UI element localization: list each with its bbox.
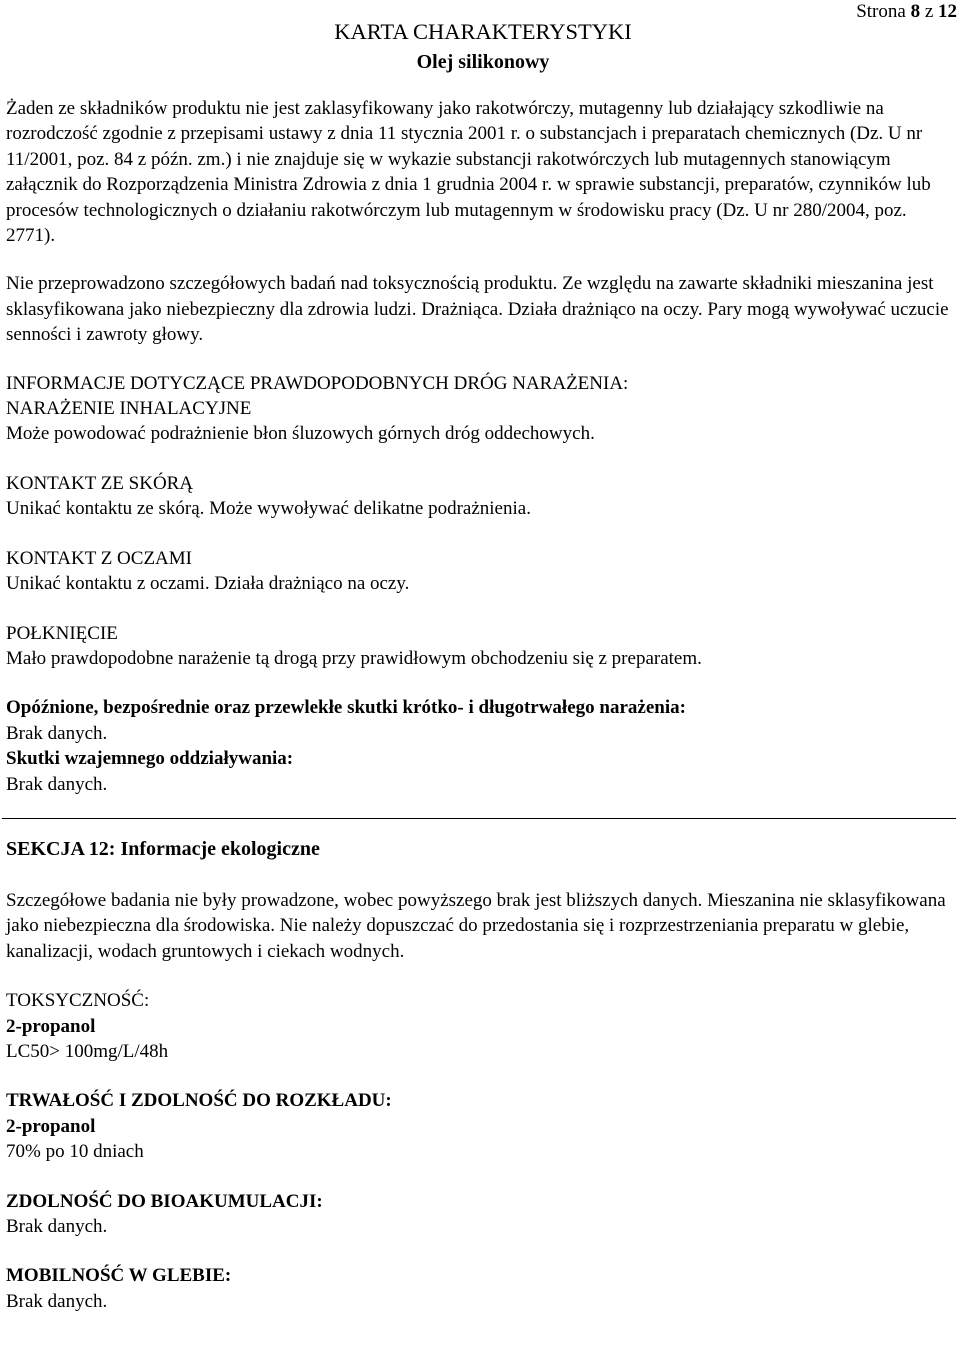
ingestion-text: Mało prawdopodobne narażenie tą drogą przy prawidłowym obchodzeniu się z preparatem. — [6, 647, 702, 669]
interaction-effects-heading: Skutki wzajemnego oddziaływania: — [6, 748, 294, 770]
eye-contact-heading: KONTAKT Z OCZAMI — [6, 547, 193, 569]
section-divider — [2, 818, 956, 819]
page-current: 8 — [910, 1, 921, 22]
bioaccumulation-heading: ZDOLNOŚĆ DO BIOAKUMULACJI: — [6, 1190, 323, 1212]
page-total: 12 — [938, 1, 957, 22]
interaction-effects-text: Brak danych. — [6, 773, 108, 795]
ecology-intro: Szczegółowe badania nie były prowadzone, wobec powyższego brak jest bliższych danych. Mieszanina nie sklasyfikowana jako niebezpieczna dla środowiska. Nie należy dopuszczać do przedostania się i rozprzestrzeniania preparatu w glebie, kanalizacji, wodach gruntowych i ciekach wodnych. — [6, 889, 946, 962]
degradability-heading: TRWAŁOŚĆ I ZDOLNOŚĆ DO ROZKŁADU: — [6, 1090, 392, 1112]
bioaccumulation-text: Brak danych. — [6, 1216, 108, 1237]
document-title: KARTA CHARAKTERYSTYKI — [334, 19, 632, 44]
delayed-effects-text: Brak danych. — [6, 722, 108, 744]
skin-contact-text: Unikać kontaktu ze skórą. Może wywoływać delikatne podrażnienia. — [6, 498, 531, 520]
degradability-substance: 2-propanol — [6, 1115, 96, 1137]
carcinogenic-paragraph: Żaden ze składników produktu nie jest zaklasyfikowany jako rakotwórczy, mutagenny lub działający szkodliwie na rozrodczość zgodnie z przepisami ustawy z dnia 11 stycznia 2001 r. o substancjach i preparatach chemicznych (Dz. U nr 11/2001, poz. 84 z późn. zm.) i nie znajduje się w wykazie substancji rakotwórczych lub mutagennych stanowiącym załącznik do Rozporządzenia Ministra Zdrowia z dnia 1 grudnia 2004 r. w sprawie substancji, preparatów, czynników lub procesów technologicznych o działaniu rakotwórczym lub mutagennym w środowisku pracy (Dz. U nr 280/2004, poz. 2771). — [6, 98, 931, 247]
product-name: Olej silikonowy — [416, 51, 550, 73]
inhalation-text: Może powodować podrażnienie błon śluzowych górnych dróg oddechowych. — [6, 423, 595, 445]
document-body — [6, 96, 958, 1314]
eye-contact-text: Unikać kontaktu z oczami. Działa drażniąco na oczy. — [6, 573, 410, 595]
toxicity-heading: TOKSYCZNOŚĆ: — [6, 990, 150, 1012]
toxicity-value: LC50> 100mg/L/48h — [6, 1040, 169, 1062]
ingestion-heading: POŁKNIĘCIE — [6, 622, 118, 644]
mobility-text: Brak danych. — [6, 1290, 108, 1312]
degradability-value: 70% po 10 dniach — [6, 1141, 144, 1163]
toxicity-substance: 2-propanol — [6, 1015, 96, 1037]
mobility-heading: MOBILNOŚĆ W GLEBIE: — [6, 1265, 232, 1287]
page-label: Strona — [856, 1, 906, 22]
exposure-heading: INFORMACJE DOTYCZĄCE PRAWDOPODOBNYCH DRÓG NARAŻENIA: — [6, 372, 629, 394]
toxicity-paragraph: Nie przeprowadzono szczegółowych badań nad toksycznością produktu. Ze względu na zawarte składniki mieszanina jest sklasyfikowana jako niebezpieczny dla zdrowia ludzi. Drażniąca. Działa drażniąco na oczy. Pary mogą wywoływać uczucie senności i zawroty głowy. — [6, 273, 949, 346]
page-of: z — [924, 1, 934, 22]
inhalation-heading: NARAŻENIE INHALACYJNE — [6, 398, 252, 420]
delayed-effects-heading: Opóźnione, bezpośrednie oraz przewlekłe skutki krótko- i długotrwałego narażenia: — [6, 697, 686, 719]
section-12-heading: SEKCJA 12: Informacje ekologiczne — [6, 837, 320, 860]
skin-contact-heading: KONTAKT ZE SKÓRĄ — [6, 472, 194, 494]
page-number — [856, 0, 957, 24]
